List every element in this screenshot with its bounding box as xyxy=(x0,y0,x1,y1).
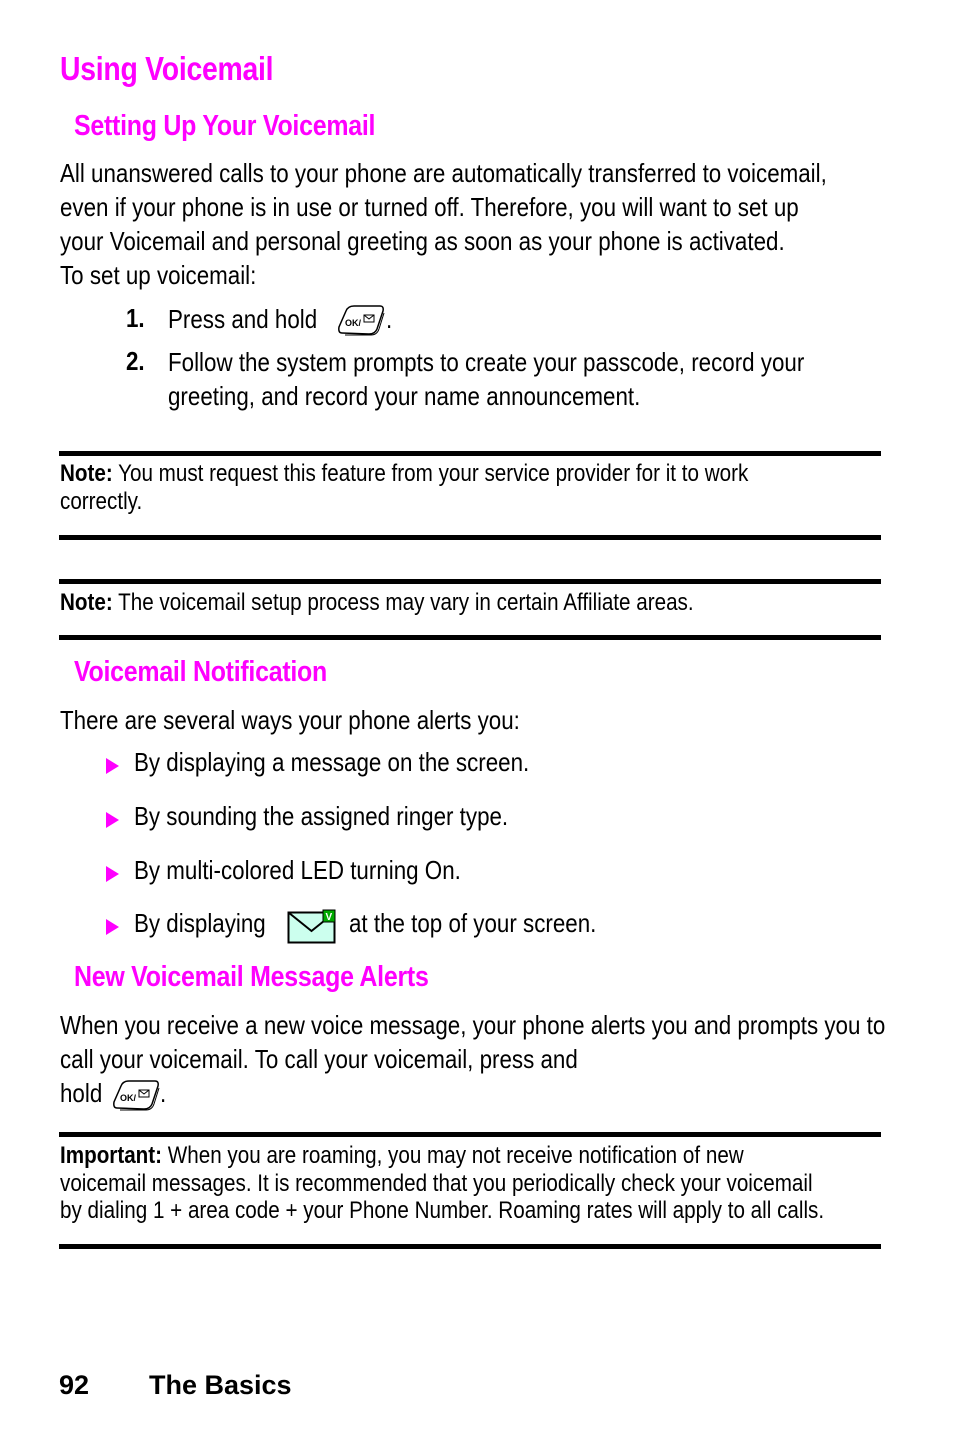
section-heading-setup: Setting Up Your Voicemail xyxy=(74,110,376,142)
note-2-bottom-rule xyxy=(59,635,881,640)
section-heading-notification: Voicemail Notification xyxy=(74,656,328,688)
svg-text:V: V xyxy=(325,912,333,923)
notification-bullet-1: By displaying a message on the screen. xyxy=(134,747,530,777)
ok-key-icon xyxy=(111,1078,161,1114)
alerts-hold: hold xyxy=(60,1078,103,1108)
note-1-text: You must request this feature from your service provider for it to work xyxy=(118,460,749,487)
important-line-1 xyxy=(60,1142,744,1169)
notification-bullet-4-before: By displaying xyxy=(134,908,266,938)
page-number: 92 xyxy=(59,1370,90,1400)
voicemail-envelope-icon xyxy=(287,909,337,944)
section-heading-alerts: New Voicemail Message Alerts xyxy=(74,961,429,993)
important-top-rule xyxy=(59,1132,881,1137)
notification-bullet-3: By multi-colored LED turning On. xyxy=(134,855,461,885)
step-1-number: 1. xyxy=(126,303,145,333)
note-2-line xyxy=(60,589,694,616)
step-1-text xyxy=(168,302,317,336)
note-1-top-rule xyxy=(59,451,881,456)
setup-intro-line-1: All unanswered calls to your phone are automatically transferred to voicemail, xyxy=(60,158,827,188)
important-text: When you are roaming, you may not receive notification of new xyxy=(167,1142,744,1169)
important-bottom-rule xyxy=(59,1244,881,1249)
step-1-text-before: Press and hold xyxy=(168,304,318,334)
bullet-arrow-icon xyxy=(106,919,119,935)
step-2-line-1: Follow the system prompts to create your passcode, record your xyxy=(168,347,805,377)
notification-bullet-4-after: at the top of your screen. xyxy=(349,908,597,938)
note-1-line-1 xyxy=(60,460,748,487)
notification-bullet-2: By sounding the assigned ringer type. xyxy=(134,801,509,831)
footer-section-title: The Basics xyxy=(149,1370,292,1400)
alerts-line-1: When you receive a new voice message, your phone alerts you and prompts you to xyxy=(60,1010,886,1040)
important-line-2: voicemail messages. It is recommended that you periodically check your voicemail xyxy=(60,1170,813,1197)
alerts-line-2: call your voicemail. To call your voicemail, press and xyxy=(60,1044,578,1074)
step-1-period: . xyxy=(386,304,393,334)
notification-intro: There are several ways your phone alerts you: xyxy=(60,705,520,735)
bullet-arrow-icon xyxy=(106,866,119,882)
bullet-arrow-icon xyxy=(106,758,119,774)
step-2-line-2: greeting, and record your name announcement. xyxy=(168,381,641,411)
note-1-bottom-rule xyxy=(59,535,881,540)
note-1-line-2: correctly. xyxy=(60,488,143,515)
note-2-label: Note: xyxy=(60,589,113,616)
svg-text:OK/: OK/ xyxy=(345,318,362,328)
important-label: Important: xyxy=(60,1142,163,1169)
setup-intro-line-3: your Voicemail and personal greeting as soon as your phone is activated. xyxy=(60,226,785,256)
setup-intro-line-2: even if your phone is in use or turned off. Therefore, you will want to set up xyxy=(60,192,799,222)
ok-key-icon xyxy=(336,303,386,339)
note-1-label: Note: xyxy=(60,460,113,487)
alerts-period: . xyxy=(160,1078,167,1108)
step-2-number: 2. xyxy=(126,346,145,376)
note-2-text: The voicemail setup process may vary in certain Affiliate areas. xyxy=(118,589,694,616)
svg-text:OK/: OK/ xyxy=(120,1093,137,1103)
note-2-top-rule xyxy=(59,579,881,584)
setup-lead: To set up voicemail: xyxy=(60,260,257,290)
page-title: Using Voicemail xyxy=(60,50,274,87)
bullet-arrow-icon xyxy=(106,812,119,828)
important-line-3: by dialing 1 + area code + your Phone Number. Roaming rates will apply to all calls. xyxy=(60,1197,825,1224)
